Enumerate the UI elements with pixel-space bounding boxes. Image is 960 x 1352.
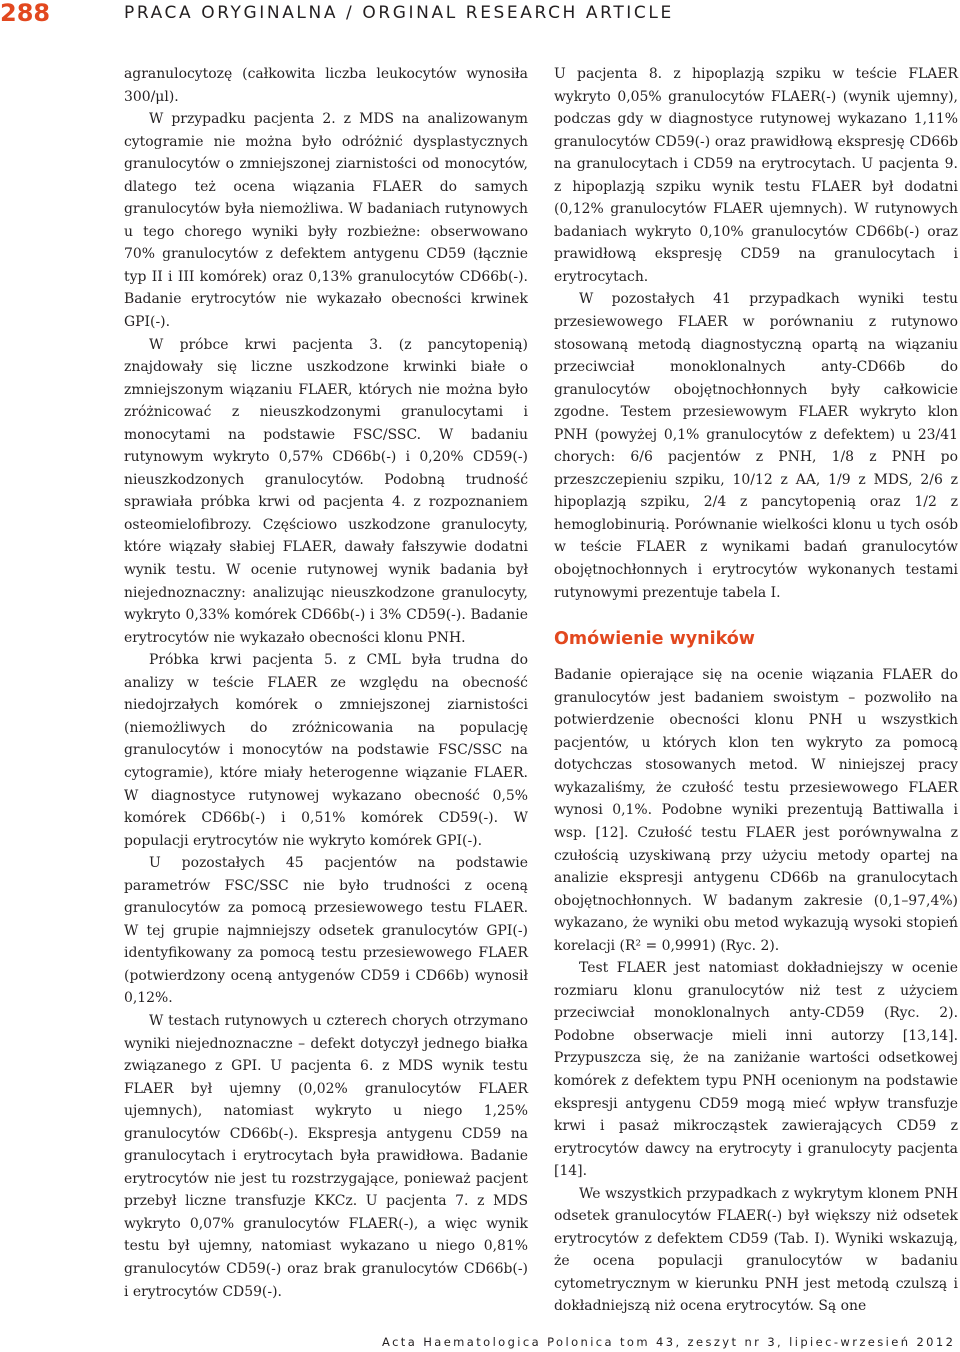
paragraph: agranulocytozę (całkowita liczba leukocytów wynosiła 300/μl). xyxy=(124,66,528,105)
running-head: PRACA ORYGINALNA / ORGINAL RESEARCH ARTICLE xyxy=(124,3,674,23)
paragraph: Test FLAER jest natomiast dokładniejszy w ocenie rozmiaru klonu granulocytów niż test z użyciem przeciwciał monoklonalnych anty-CD59 (Ryc. 2). Podobne obserwacje mieli inni autorzy [13,14]. Przypuszcza się, że na zaniżanie wartości odsetkowej komórek z defektem typu PNH ocenionym na podstawie ekspresji antygenu CD59 mogą mieć wpływ transfuzje krwi i pasaż mikrocząstek zawierających CD59 z erytrocytów dawcy na erytrocyty i granulocyty pacjenta [14]. xyxy=(554,960,958,1180)
paragraph: W testach rutynowych u czterech chorych otrzymano wyniki niejednoznaczne – defekt dotyczył jednego białka związanego z GPI. U pacjenta 6. z MDS wynik testu FLAER był ujemny (0,02% granulocytów FLAER ujemnych), natomiast wykryto u niego 1,25% granulocytów CD66b(-). Ekspresja antygenu CD59 na granulocytach i erytrocytach była prawidłowa. Badanie erytrocytów nie jest tu rozstrzygające, ponieważ pacjent przebył liczne transfuzje KKCz. U pacjenta 7. z MDS wykryto 0,07% granulocytów FLAER(-), a więc wynik testu był ujemny, natomiast wykazano u niego 0,81% granulocytów CD59(-) oraz brak granulocytów CD66b(-) i erytrocytów CD59(-). xyxy=(124,1012,528,1300)
left-column xyxy=(124,63,528,1303)
paragraph: U pacjenta 8. z hipoplazją szpiku w teście FLAER wykryto 0,05% granulocytów FLAER(-) (wynik ujemny), podczas gdy w diagnostyce rutynowej wykazano 1,11% granulocytów CD59(-) oraz prawidłową ekspresję CD66b na granulocytach i CD59 na erytrocytach. U pacjenta 9. z hipoplazją szpiku wynik testu FLAER był dodatni (0,12% granulocytów FLAER ujemnych). W rutynowych badaniach wykryto 0,10% granulocytów CD66b(-) oraz prawidłową ekspresję CD59 na granulocytach i erytrocytach. xyxy=(554,66,958,285)
page-header xyxy=(0,0,960,26)
section-heading: Omówienie wyników xyxy=(554,629,755,650)
paragraph: We wszystkich przypadkach z wykrytym klonem PNH odsetek granulocytów FLAER(-) był większy niż odsetek erytrocytów z defektem CD59 (Tab. I). Wyniki wskazują, że ocena populacji granulocytów w badaniu cytometrycznym w kierunku PNH jest metodą czulszą i dokładniejszą niż ocena erytrocytów. Są one xyxy=(554,1185,958,1315)
paragraph: Badanie opierające się na ocenie wiązania FLAER do granulocytów jest badaniem swoistym – pozwoliło na potwierdzenie obecności klonu PNH u wszystkich pacjentów, u których klon ten wykryto za pomocą dotychczas stosowanych metod. W niniejszej pracy wykazaliśmy, że czułość testu przesiewowego FLAER wynosi 0,1%. Podobne wyniki prezentują Battiwalla i wsp. [12]. Czułość testu FLAER jest porównywalna z czułością uzyskiwaną przy użyciu metody opartej na analizie ekspresji antygenu CD66b na granulocytach obojętnochłonnych. W badanym zakresie (0,1–97,4%) wykazano, że wyniki obu metod wykazują wysoki stopień korelacji (R² = 0,9991) (Ryc. 2). xyxy=(554,667,958,954)
paragraph: W próbce krwi pacjenta 3. (z pancytopenią) znajdowały się liczne uszkodzone krwinki białe o zmniejszonym wiązaniu FLAER, których nie można było zróżnicować z nieuszkodzonymi granulocytami i monocytami na podstawie FSC/SSC. W badaniu rutynowym wykryto 0,57% CD66b(-) i 0,20% CD59(-) nieuszkodzonych granulocytów. Podobną trudność sprawiała próbka krwi od pacjenta 4. z rozpoznaniem osteomielofibrozy. Częściowo uszkodzone granulocyty, które wiązały słabiej FLAER, dawały fałszywie dodatni wynik testu. W ocenie rutynowej wynik badania był niejednoznaczny: analizując nieuszkodzone granulocyty, wykryto 0,33% komórek CD66b(-) i 3% CD59(-). Badanie erytrocytów nie wykazało obecności klonu PNH. xyxy=(124,336,528,646)
journal-footer: Acta Haematologica Polonica tom 43, zeszyt nr 3, lipiec-wrzesień 2012 xyxy=(382,1335,956,1349)
paragraph: W przypadku pacjenta 2. z MDS na analizowanym cytogramie nie można było odróżnić dysplastycznych granulocytów o zmniejszonej ziarnistości od monocytów, dlatego też ocena wiązania FLAER do samych granulocytów była niemożliwa. W badaniach rutynowych u tego chorego wyniki były rozbieżne: obserwowano 70% granulocytów z defektem antygenu CD59 (łącznie typ II i III komórek) oraz 0,13% granulocytów CD66b(-). Badanie erytrocytów nie wykazało obecności krwinek GPI(-). xyxy=(124,111,528,331)
paragraph: Próbka krwi pacjenta 5. z CML była trudna do analizy w teście FLAER ze względu na obecność niedojrzałych komórek o zmniejszonej ziarnistości (niemożliwych do zróżnicowania na populację granulocytów i monocytów na podstawie FSC/SSC na cytogramie), które miały heterogenne wiązanie FLAER. W diagnostyce rutynowej wykazano obecność 0,5% komórek CD66b(-) i 0,51% komórek CD59(-). W populacji erytrocytów nie wykryto komórek GPI(-). xyxy=(124,652,528,849)
paragraph: U pozostałych 45 pacjentów na podstawie parametrów FSC/SSC nie było trudności z oceną granulocytów za pomocą przesiewowego testu FLAER. W tej grupie najmniejszy odsetek granulocytów GPI(-) identyfikowany za pomocą testu przesiewowego FLAER (potwierdzony oceną antygenów CD59 i CD66b) wynosił 0,12%. xyxy=(124,855,528,1007)
page-number: 288 xyxy=(0,0,60,26)
right-column xyxy=(554,63,958,1318)
paragraph: W pozostałych 41 przypadkach wyniki testu przesiewowego FLAER w porównaniu z rutynowo stosowaną metodą diagnostyczną opartą na wiązaniu przeciwciał monoklonalnych anty-CD66b do granulocytów obojętnochłonnych były całkowicie zgodne. Testem przesiewowym FLAER wykryto klon PNH (powyżej 0,1% granulocytów z defektem) u 23/41 chorych: 6/6 pacjentów z PNH, 1/8 z PNH po przeszczepieniu szpiku, 10/12 z AA, 1/9 z MDS, 2/6 z hipoplazją szpiku, 2/4 z pancytopenią oraz 1/2 z hemoglobinurią. Porównanie wielkości klonu u tych osób w teście FLAER z wynikami badań granulocytów obojętnochłonnych i erytrocytów wykonanych testami rutynowymi prezentuje tabela I. xyxy=(554,291,958,601)
